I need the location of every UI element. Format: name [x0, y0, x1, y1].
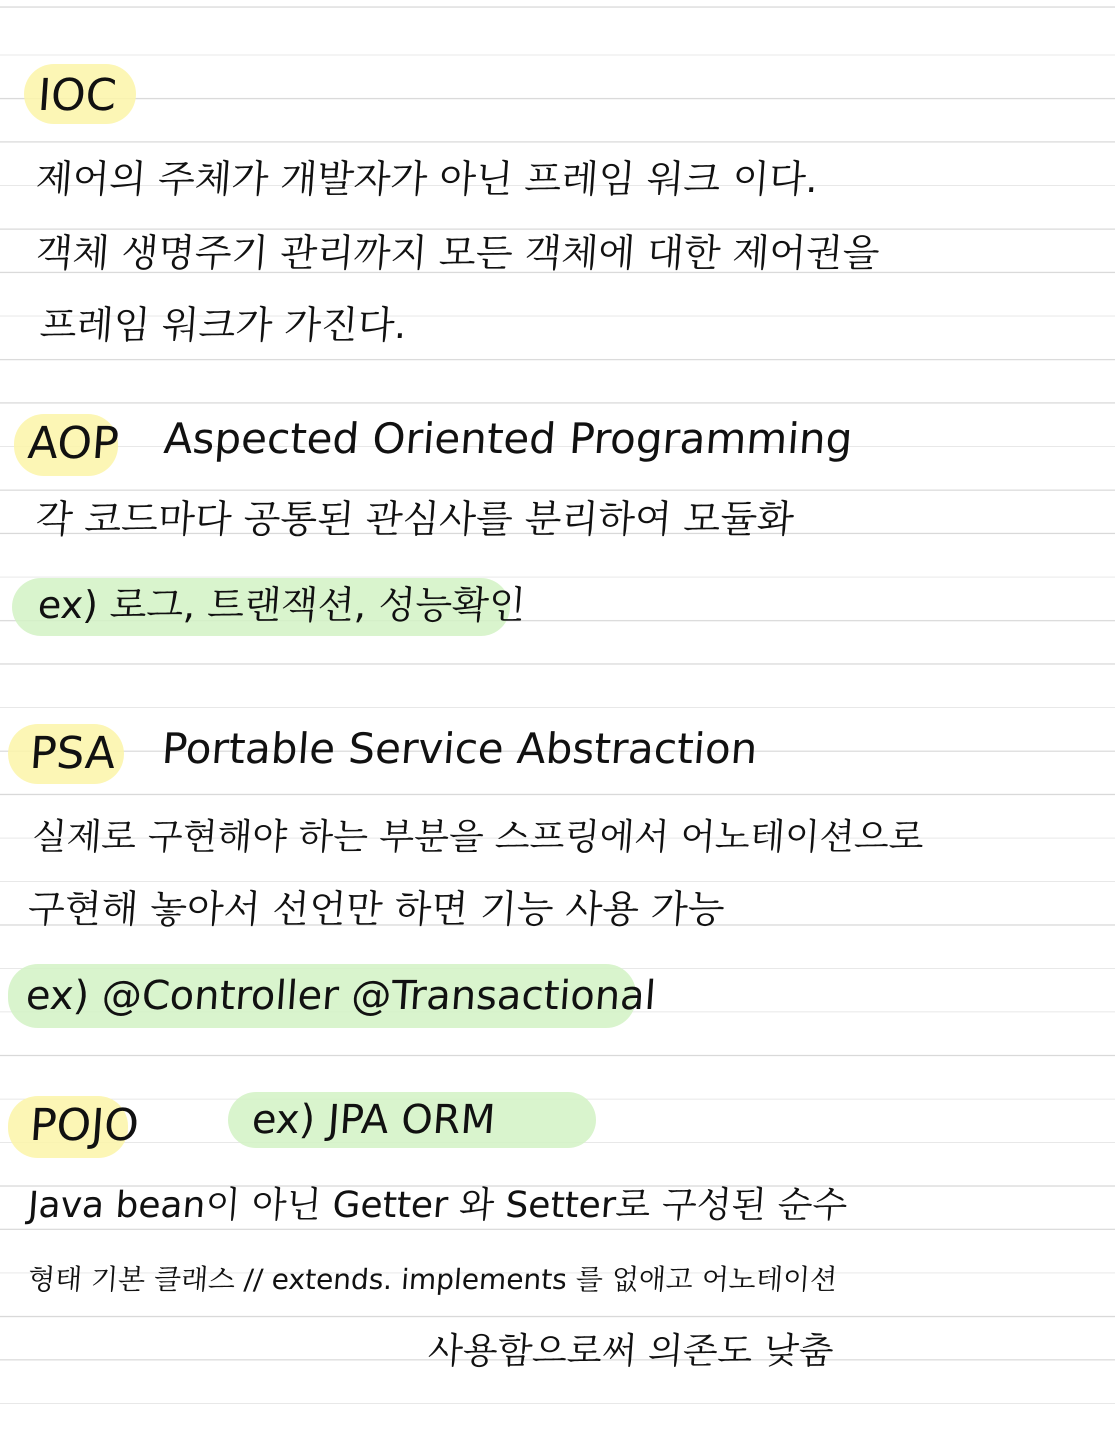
aop-example: ex) 로그, 트랜잭션, 성능확인 [36, 583, 528, 627]
ioc-line-1: 제어의 주체가 개발자가 아닌 프레임 워크 이다. [34, 157, 820, 201]
pojo-line-3: 사용함으로써 의존도 낮춤 [426, 1331, 835, 1372]
aop-heading: AOP [26, 418, 121, 469]
aop-full-name: Aspected Oriented Programming [162, 414, 855, 463]
psa-heading: PSA [28, 728, 118, 779]
pojo-line-2: 형태 기본 클래스 // extends. implements 를 없애고 어노테이션 [26, 1263, 839, 1296]
ioc-heading: IOC [36, 70, 119, 121]
psa-line-1: 실제로 구현해야 하는 부분을 스프링에서 어노테이션으로 [30, 817, 926, 858]
pojo-line-1: Java bean이 아닌 Getter 와 Setter로 구성된 순수 [26, 1185, 849, 1226]
pojo-heading: POJO [28, 1100, 141, 1151]
ioc-line-2: 객체 생명주기 관리까지 모든 객체에 대한 제어권을 [34, 231, 881, 275]
psa-full-name: Portable Service Abstraction [160, 724, 760, 773]
aop-line-1: 각 코드마다 공통된 관심사를 분리하여 모듈화 [34, 497, 796, 541]
psa-example: ex) @Controller @Transactional [24, 973, 658, 1019]
pojo-example: ex) JPA ORM [250, 1097, 497, 1143]
ioc-line-3: 프레임 워크가 가진다. [38, 303, 409, 347]
psa-line-2: 구현해 놓아서 선언만 하면 기능 사용 가능 [26, 887, 727, 931]
